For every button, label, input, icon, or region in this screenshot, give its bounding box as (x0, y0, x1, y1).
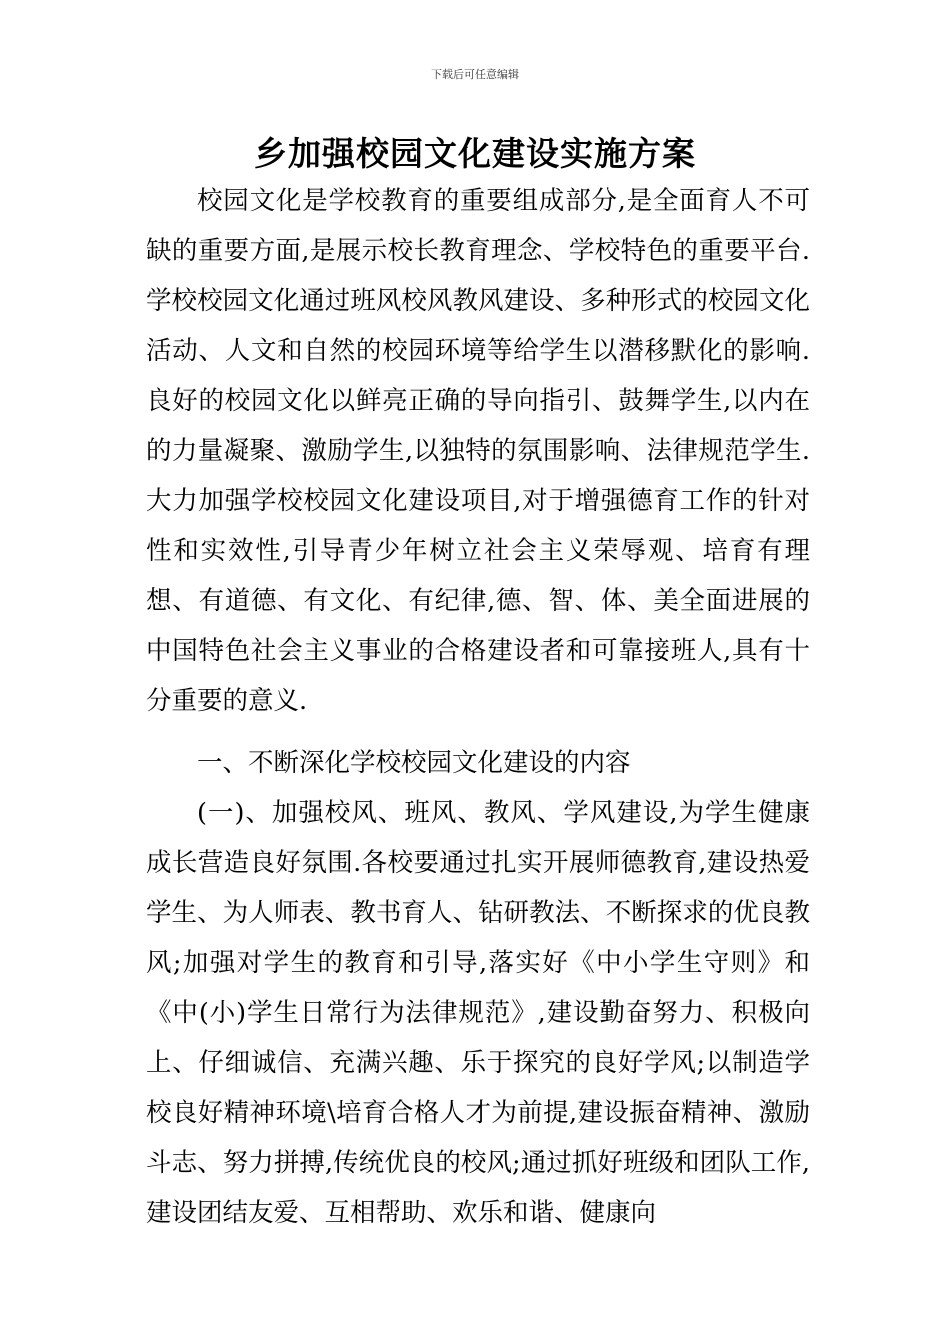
document-title: 乡加强校园文化建设实施方案 (254, 134, 696, 173)
paragraph-section-1: (一)、加强校风、班风、教风、学风建设,为学生健康成长营造良好氛围.各校要通过扎实开展师德教育,建设热爱学生、为人师表、教书育人、钻研教法、不断探求的优良教风;加强对学生的教育和引导,落实好《中小学生守则》和《中(小)学生日常行为法律规范》,建设勤奋努力、积极向上、仔细诚信、充满兴趣、乐于探究的良好学风;以制造学校良好精神环境\培育合格人才为前提,建设振奋精神、激励斗志、努力拼搏,传统优良的校风;通过抓好班级和团队工作,建设团结友爱、互相帮助、欢乐和谐、健康向 (146, 798, 810, 1228)
header-note: 下载后可任意编辑 (431, 68, 519, 81)
document-body (146, 176, 810, 1238)
section-heading: 一、不断深化学校校园文化建设的内容 (197, 748, 631, 778)
paragraph-intro: 校园文化是学校教育的重要组成部分,是全面育人不可缺的重要方面,是展示校长教育理念、学校特色的重要平台.学校校园文化通过班风校风教风建设、多种形式的校园文化活动、人文和自然的校园环境等给学生以潜移默化的影响.良好的校园文化以鲜亮正确的导向指引、鼓舞学生,以内在的力量凝聚、激励学生,以独特的氛围影响、法律规范学生.大力加强学校校园文化建设项目,对于增强德育工作的针对性和实效性,引导青少年树立社会主义荣辱观、培育有理想、有道德、有文化、有纪律,德、智、体、美全面进展的中国特色社会主义事业的合格建设者和可靠接班人,具有十分重要的意义. (146, 186, 810, 716)
